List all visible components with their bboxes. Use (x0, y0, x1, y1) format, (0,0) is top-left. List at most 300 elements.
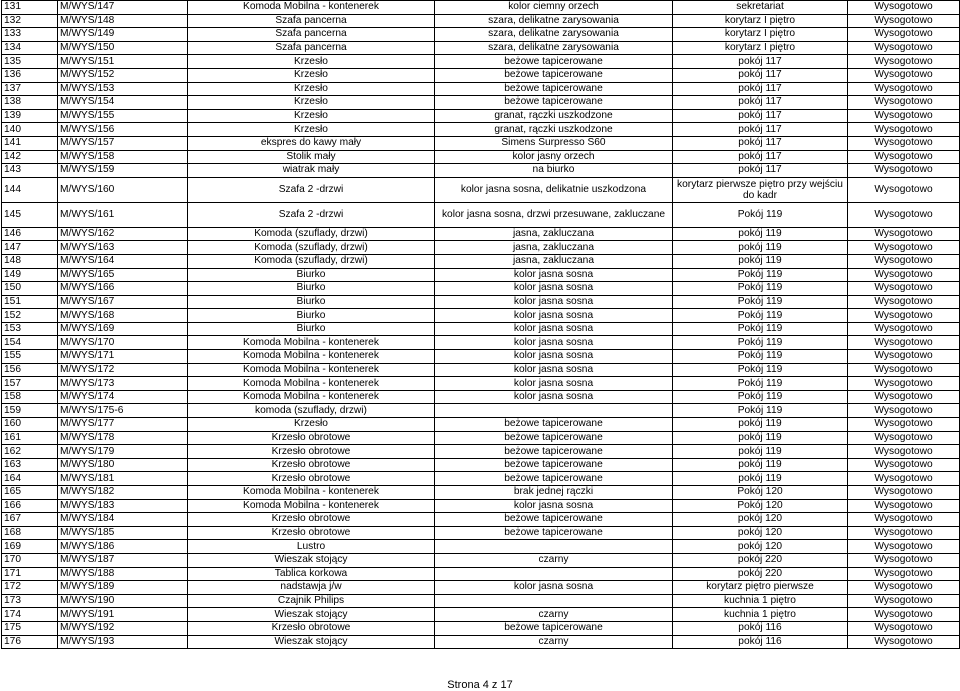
item-name-cell: Biurko (188, 268, 435, 282)
table-row (2, 499, 960, 513)
item-owner-cell: Wysogotowo (848, 621, 960, 635)
table-row (2, 336, 960, 350)
inventory-code-cell: M/WYS/161 (58, 202, 188, 227)
inventory-code-cell: M/WYS/165 (58, 268, 188, 282)
item-description-cell: jasna, zakluczana (435, 241, 673, 255)
item-description-cell: kolor jasna sosna, drzwi przesuwane, zakluczane (435, 202, 673, 227)
inventory-table (1, 0, 960, 649)
inventory-code-cell: M/WYS/173 (58, 377, 188, 391)
item-name-cell: Szafa pancerna (188, 14, 435, 28)
item-description-cell: kolor jasny orzech (435, 150, 673, 164)
item-name-cell: Tablica korkowa (188, 567, 435, 581)
item-description-cell: brak jednej rączki (435, 486, 673, 500)
table-row (2, 445, 960, 459)
row-number-cell: 131 (2, 1, 58, 15)
item-name-cell: Krzesło obrotowe (188, 431, 435, 445)
item-location-cell: pokój 117 (673, 136, 848, 150)
item-description-cell: kolor jasna sosna (435, 581, 673, 595)
item-owner-cell: Wysogotowo (848, 55, 960, 69)
inventory-code-cell: M/WYS/180 (58, 458, 188, 472)
item-location-cell: pokój 220 (673, 567, 848, 581)
inventory-code-cell: M/WYS/186 (58, 540, 188, 554)
inventory-code-cell: M/WYS/177 (58, 418, 188, 432)
row-number-cell: 147 (2, 241, 58, 255)
row-number-cell: 153 (2, 322, 58, 336)
item-name-cell: Biurko (188, 309, 435, 323)
item-owner-cell: Wysogotowo (848, 28, 960, 42)
row-number-cell: 136 (2, 68, 58, 82)
row-number-cell: 132 (2, 14, 58, 28)
item-owner-cell: Wysogotowo (848, 14, 960, 28)
item-name-cell: Wieszak stojący (188, 635, 435, 649)
row-number-cell: 143 (2, 164, 58, 178)
item-location-cell: Pokój 120 (673, 486, 848, 500)
item-owner-cell: Wysogotowo (848, 472, 960, 486)
item-location-cell: Pokój 119 (673, 268, 848, 282)
item-name-cell: Krzesło (188, 109, 435, 123)
table-row (2, 123, 960, 137)
item-owner-cell: Wysogotowo (848, 553, 960, 567)
table-row (2, 404, 960, 418)
item-description-cell: beżowe tapicerowane (435, 445, 673, 459)
item-description-cell: kolor jasna sosna (435, 268, 673, 282)
item-name-cell: Krzesło obrotowe (188, 445, 435, 459)
item-owner-cell: Wysogotowo (848, 96, 960, 110)
table-row (2, 109, 960, 123)
item-owner-cell: Wysogotowo (848, 202, 960, 227)
item-description-cell: kolor jasna sosna (435, 390, 673, 404)
item-location-cell: pokój 119 (673, 254, 848, 268)
row-number-cell: 157 (2, 377, 58, 391)
inventory-code-cell: M/WYS/185 (58, 526, 188, 540)
table-row (2, 608, 960, 622)
item-description-cell: kolor jasna sosna (435, 377, 673, 391)
item-location-cell: Pokój 119 (673, 309, 848, 323)
item-name-cell: Komoda Mobilna - kontenerek (188, 390, 435, 404)
item-location-cell: pokój 220 (673, 553, 848, 567)
item-name-cell: Komoda Mobilna - kontenerek (188, 499, 435, 513)
table-row (2, 418, 960, 432)
item-location-cell: Pokój 120 (673, 499, 848, 513)
row-number-cell: 176 (2, 635, 58, 649)
item-location-cell: Pokój 119 (673, 282, 848, 296)
item-location-cell: Pokój 119 (673, 404, 848, 418)
item-location-cell: pokój 117 (673, 109, 848, 123)
item-location-cell: Pokój 119 (673, 202, 848, 227)
item-owner-cell: Wysogotowo (848, 150, 960, 164)
item-location-cell: pokój 119 (673, 458, 848, 472)
row-number-cell: 170 (2, 553, 58, 567)
item-owner-cell: Wysogotowo (848, 363, 960, 377)
item-description-cell: jasna, zakluczana (435, 227, 673, 241)
item-name-cell: Szafa pancerna (188, 28, 435, 42)
inventory-code-cell: M/WYS/192 (58, 621, 188, 635)
row-number-cell: 146 (2, 227, 58, 241)
item-name-cell: Krzesło obrotowe (188, 621, 435, 635)
table-row (2, 635, 960, 649)
row-number-cell: 145 (2, 202, 58, 227)
inventory-code-cell: M/WYS/162 (58, 227, 188, 241)
inventory-code-cell: M/WYS/153 (58, 82, 188, 96)
row-number-cell: 148 (2, 254, 58, 268)
inventory-code-cell: M/WYS/148 (58, 14, 188, 28)
inventory-code-cell: M/WYS/183 (58, 499, 188, 513)
inventory-code-cell: M/WYS/178 (58, 431, 188, 445)
inventory-code-cell: M/WYS/149 (58, 28, 188, 42)
table-row (2, 136, 960, 150)
item-description-cell: beżowe tapicerowane (435, 513, 673, 527)
item-description-cell: granat, rączki uszkodzone (435, 109, 673, 123)
item-location-cell: pokój 117 (673, 68, 848, 82)
item-owner-cell: Wysogotowo (848, 377, 960, 391)
item-description-cell: kolor jasna sosna (435, 309, 673, 323)
item-location-cell: korytarz I piętro (673, 41, 848, 55)
item-name-cell: wiatrak mały (188, 164, 435, 178)
item-location-cell: pokój 116 (673, 621, 848, 635)
item-owner-cell: Wysogotowo (848, 109, 960, 123)
item-description-cell: na biurko (435, 164, 673, 178)
table-row (2, 282, 960, 296)
item-owner-cell: Wysogotowo (848, 486, 960, 500)
item-location-cell: korytarz I piętro (673, 14, 848, 28)
item-name-cell: Biurko (188, 282, 435, 296)
item-location-cell: pokój 119 (673, 418, 848, 432)
table-row (2, 14, 960, 28)
table-row (2, 350, 960, 364)
item-location-cell: korytarz pierwsze piętro przy wejściu do kadr (673, 177, 848, 202)
item-location-cell: pokój 119 (673, 445, 848, 459)
row-number-cell: 141 (2, 136, 58, 150)
item-owner-cell: Wysogotowo (848, 1, 960, 15)
item-description-cell: czarny (435, 608, 673, 622)
item-description-cell: czarny (435, 635, 673, 649)
item-name-cell: nadstawja j/w (188, 581, 435, 595)
item-owner-cell: Wysogotowo (848, 445, 960, 459)
item-name-cell: Komoda Mobilna - kontenerek (188, 486, 435, 500)
item-description-cell: kolor jasna sosna (435, 336, 673, 350)
item-owner-cell: Wysogotowo (848, 418, 960, 432)
item-description-cell: beżowe tapicerowane (435, 431, 673, 445)
item-location-cell: pokój 119 (673, 241, 848, 255)
row-number-cell: 151 (2, 295, 58, 309)
row-number-cell: 138 (2, 96, 58, 110)
item-location-cell: pokój 120 (673, 540, 848, 554)
row-number-cell: 152 (2, 309, 58, 323)
item-description-cell: beżowe tapicerowane (435, 82, 673, 96)
table-row (2, 96, 960, 110)
inventory-code-cell: M/WYS/174 (58, 390, 188, 404)
item-owner-cell: Wysogotowo (848, 350, 960, 364)
inventory-code-cell: M/WYS/189 (58, 581, 188, 595)
table-row (2, 540, 960, 554)
item-location-cell: pokój 117 (673, 150, 848, 164)
row-number-cell: 156 (2, 363, 58, 377)
inventory-code-cell: M/WYS/171 (58, 350, 188, 364)
inventory-code-cell: M/WYS/167 (58, 295, 188, 309)
item-name-cell: Krzesło (188, 96, 435, 110)
item-name-cell: Stolik mały (188, 150, 435, 164)
item-location-cell: pokój 117 (673, 55, 848, 69)
table-row (2, 41, 960, 55)
item-name-cell: Komoda Mobilna - kontenerek (188, 350, 435, 364)
row-number-cell: 172 (2, 581, 58, 595)
inventory-code-cell: M/WYS/184 (58, 513, 188, 527)
inventory-code-cell: M/WYS/152 (58, 68, 188, 82)
item-owner-cell: Wysogotowo (848, 136, 960, 150)
table-row (2, 431, 960, 445)
inventory-table-body (2, 1, 960, 649)
inventory-code-cell: M/WYS/150 (58, 41, 188, 55)
row-number-cell: 167 (2, 513, 58, 527)
item-owner-cell: Wysogotowo (848, 540, 960, 554)
item-owner-cell: Wysogotowo (848, 123, 960, 137)
item-description-cell (435, 594, 673, 608)
row-number-cell: 154 (2, 336, 58, 350)
item-description-cell (435, 567, 673, 581)
item-owner-cell: Wysogotowo (848, 526, 960, 540)
item-name-cell: Krzesło (188, 82, 435, 96)
table-row (2, 164, 960, 178)
table-row (2, 363, 960, 377)
item-description-cell: kolor jasna sosna (435, 295, 673, 309)
item-owner-cell: Wysogotowo (848, 499, 960, 513)
table-row (2, 553, 960, 567)
inventory-code-cell: M/WYS/181 (58, 472, 188, 486)
item-name-cell: Lustro (188, 540, 435, 554)
item-owner-cell: Wysogotowo (848, 390, 960, 404)
row-number-cell: 171 (2, 567, 58, 581)
item-name-cell: Wieszak stojący (188, 608, 435, 622)
row-number-cell: 137 (2, 82, 58, 96)
row-number-cell: 173 (2, 594, 58, 608)
item-location-cell: Pokój 119 (673, 295, 848, 309)
item-name-cell: Biurko (188, 322, 435, 336)
item-name-cell: komoda (szuflady, drzwi) (188, 404, 435, 418)
table-row (2, 526, 960, 540)
item-location-cell: kuchnia 1 piętro (673, 594, 848, 608)
row-number-cell: 155 (2, 350, 58, 364)
row-number-cell: 144 (2, 177, 58, 202)
item-name-cell: ekspres do kawy mały (188, 136, 435, 150)
item-location-cell: korytarz piętro pierwsze (673, 581, 848, 595)
table-row (2, 254, 960, 268)
inventory-code-cell: M/WYS/187 (58, 553, 188, 567)
item-owner-cell: Wysogotowo (848, 458, 960, 472)
row-number-cell: 165 (2, 486, 58, 500)
item-owner-cell: Wysogotowo (848, 608, 960, 622)
item-owner-cell: Wysogotowo (848, 567, 960, 581)
item-name-cell: Krzesło (188, 418, 435, 432)
item-name-cell: Komoda Mobilna - kontenerek (188, 377, 435, 391)
table-row (2, 82, 960, 96)
item-name-cell: Biurko (188, 295, 435, 309)
row-number-cell: 161 (2, 431, 58, 445)
item-name-cell: Krzesło (188, 123, 435, 137)
page-footer (0, 679, 960, 691)
inventory-code-cell: M/WYS/151 (58, 55, 188, 69)
inventory-code-cell: M/WYS/154 (58, 96, 188, 110)
item-name-cell: Wieszak stojący (188, 553, 435, 567)
item-description-cell: beżowe tapicerowane (435, 621, 673, 635)
item-owner-cell: Wysogotowo (848, 268, 960, 282)
item-location-cell: sekretariat (673, 1, 848, 15)
item-location-cell: pokój 120 (673, 526, 848, 540)
table-row (2, 458, 960, 472)
item-description-cell: kolor jasna sosna (435, 322, 673, 336)
row-number-cell: 139 (2, 109, 58, 123)
inventory-code-cell: M/WYS/166 (58, 282, 188, 296)
item-description-cell: jasna, zakluczana (435, 254, 673, 268)
row-number-cell: 133 (2, 28, 58, 42)
inventory-code-cell: M/WYS/179 (58, 445, 188, 459)
item-location-cell: Pokój 119 (673, 377, 848, 391)
row-number-cell: 159 (2, 404, 58, 418)
item-description-cell: kolor jasna sosna, delikatnie uszkodzona (435, 177, 673, 202)
item-location-cell: pokój 117 (673, 164, 848, 178)
row-number-cell: 158 (2, 390, 58, 404)
item-description-cell: beżowe tapicerowane (435, 55, 673, 69)
row-number-cell: 160 (2, 418, 58, 432)
item-name-cell: Komoda Mobilna - kontenerek (188, 363, 435, 377)
item-location-cell: pokój 116 (673, 635, 848, 649)
item-description-cell: beżowe tapicerowane (435, 526, 673, 540)
item-name-cell: Komoda Mobilna - kontenerek (188, 1, 435, 15)
inventory-code-cell: M/WYS/193 (58, 635, 188, 649)
table-row (2, 28, 960, 42)
inventory-code-cell: M/WYS/147 (58, 1, 188, 15)
table-row (2, 227, 960, 241)
item-location-cell: kuchnia 1 piętro (673, 608, 848, 622)
item-description-cell: beżowe tapicerowane (435, 418, 673, 432)
table-row (2, 295, 960, 309)
item-owner-cell: Wysogotowo (848, 282, 960, 296)
inventory-code-cell: M/WYS/160 (58, 177, 188, 202)
row-number-cell: 150 (2, 282, 58, 296)
table-row (2, 472, 960, 486)
item-owner-cell: Wysogotowo (848, 581, 960, 595)
table-row (2, 177, 960, 202)
item-name-cell: Krzesło (188, 68, 435, 82)
inventory-code-cell: M/WYS/163 (58, 241, 188, 255)
inventory-code-cell: M/WYS/191 (58, 608, 188, 622)
item-description-cell: szara, delikatne zarysowania (435, 28, 673, 42)
table-row (2, 377, 960, 391)
inventory-code-cell: M/WYS/168 (58, 309, 188, 323)
item-description-cell: beżowe tapicerowane (435, 458, 673, 472)
item-owner-cell: Wysogotowo (848, 404, 960, 418)
item-description-cell: Simens Surpresso S60 (435, 136, 673, 150)
row-number-cell: 175 (2, 621, 58, 635)
item-owner-cell: Wysogotowo (848, 513, 960, 527)
row-number-cell: 149 (2, 268, 58, 282)
item-name-cell: Krzesło obrotowe (188, 526, 435, 540)
row-number-cell: 142 (2, 150, 58, 164)
item-description-cell: kolor jasna sosna (435, 363, 673, 377)
item-owner-cell: Wysogotowo (848, 309, 960, 323)
item-description-cell: kolor jasna sosna (435, 499, 673, 513)
table-row (2, 150, 960, 164)
table-row (2, 621, 960, 635)
row-number-cell: 168 (2, 526, 58, 540)
table-row (2, 309, 960, 323)
item-owner-cell: Wysogotowo (848, 635, 960, 649)
item-name-cell: Krzesło obrotowe (188, 458, 435, 472)
item-name-cell: Komoda Mobilna - kontenerek (188, 336, 435, 350)
table-row (2, 486, 960, 500)
item-description-cell: beżowe tapicerowane (435, 472, 673, 486)
inventory-code-cell: M/WYS/156 (58, 123, 188, 137)
inventory-code-cell: M/WYS/182 (58, 486, 188, 500)
item-name-cell: Szafa pancerna (188, 41, 435, 55)
item-owner-cell: Wysogotowo (848, 68, 960, 82)
item-name-cell: Krzesło obrotowe (188, 513, 435, 527)
table-row (2, 322, 960, 336)
page-number-label: Strona 4 z 17 (447, 679, 513, 691)
item-description-cell: kolor jasna sosna (435, 350, 673, 364)
item-owner-cell: Wysogotowo (848, 164, 960, 178)
item-description-cell: kolor ciemny orzech (435, 1, 673, 15)
table-row (2, 55, 960, 69)
item-location-cell: pokój 119 (673, 431, 848, 445)
item-owner-cell: Wysogotowo (848, 295, 960, 309)
item-name-cell: Szafa 2 -drzwi (188, 177, 435, 202)
inventory-code-cell: M/WYS/164 (58, 254, 188, 268)
item-location-cell: pokój 120 (673, 513, 848, 527)
item-owner-cell: Wysogotowo (848, 82, 960, 96)
inventory-code-cell: M/WYS/158 (58, 150, 188, 164)
inventory-code-cell: M/WYS/155 (58, 109, 188, 123)
item-name-cell: Czajnik Philips (188, 594, 435, 608)
item-location-cell: pokój 117 (673, 123, 848, 137)
inventory-code-cell: M/WYS/169 (58, 322, 188, 336)
item-description-cell: beżowe tapicerowane (435, 96, 673, 110)
item-location-cell: pokój 119 (673, 472, 848, 486)
row-number-cell: 169 (2, 540, 58, 554)
row-number-cell: 140 (2, 123, 58, 137)
item-owner-cell: Wysogotowo (848, 322, 960, 336)
table-row (2, 202, 960, 227)
table-row (2, 567, 960, 581)
inventory-code-cell: M/WYS/175-6 (58, 404, 188, 418)
item-location-cell: Pokój 119 (673, 363, 848, 377)
inventory-code-cell: M/WYS/157 (58, 136, 188, 150)
item-name-cell: Komoda (szuflady, drzwi) (188, 254, 435, 268)
item-description-cell (435, 540, 673, 554)
table-row (2, 241, 960, 255)
item-location-cell: korytarz I piętro (673, 28, 848, 42)
row-number-cell: 164 (2, 472, 58, 486)
table-row (2, 1, 960, 15)
item-owner-cell: Wysogotowo (848, 254, 960, 268)
item-name-cell: Krzesło (188, 55, 435, 69)
item-owner-cell: Wysogotowo (848, 41, 960, 55)
item-location-cell: pokój 119 (673, 227, 848, 241)
row-number-cell: 162 (2, 445, 58, 459)
item-description-cell: granat, rączki uszkodzone (435, 123, 673, 137)
item-description-cell: szara, delikatne zarysowania (435, 41, 673, 55)
item-location-cell: Pokój 119 (673, 350, 848, 364)
row-number-cell: 174 (2, 608, 58, 622)
table-row (2, 581, 960, 595)
table-row (2, 268, 960, 282)
inventory-code-cell: M/WYS/170 (58, 336, 188, 350)
inventory-code-cell: M/WYS/172 (58, 363, 188, 377)
table-row (2, 513, 960, 527)
item-description-cell (435, 404, 673, 418)
table-row (2, 390, 960, 404)
item-description-cell: szara, delikatne zarysowania (435, 14, 673, 28)
item-name-cell: Szafa 2 -drzwi (188, 202, 435, 227)
